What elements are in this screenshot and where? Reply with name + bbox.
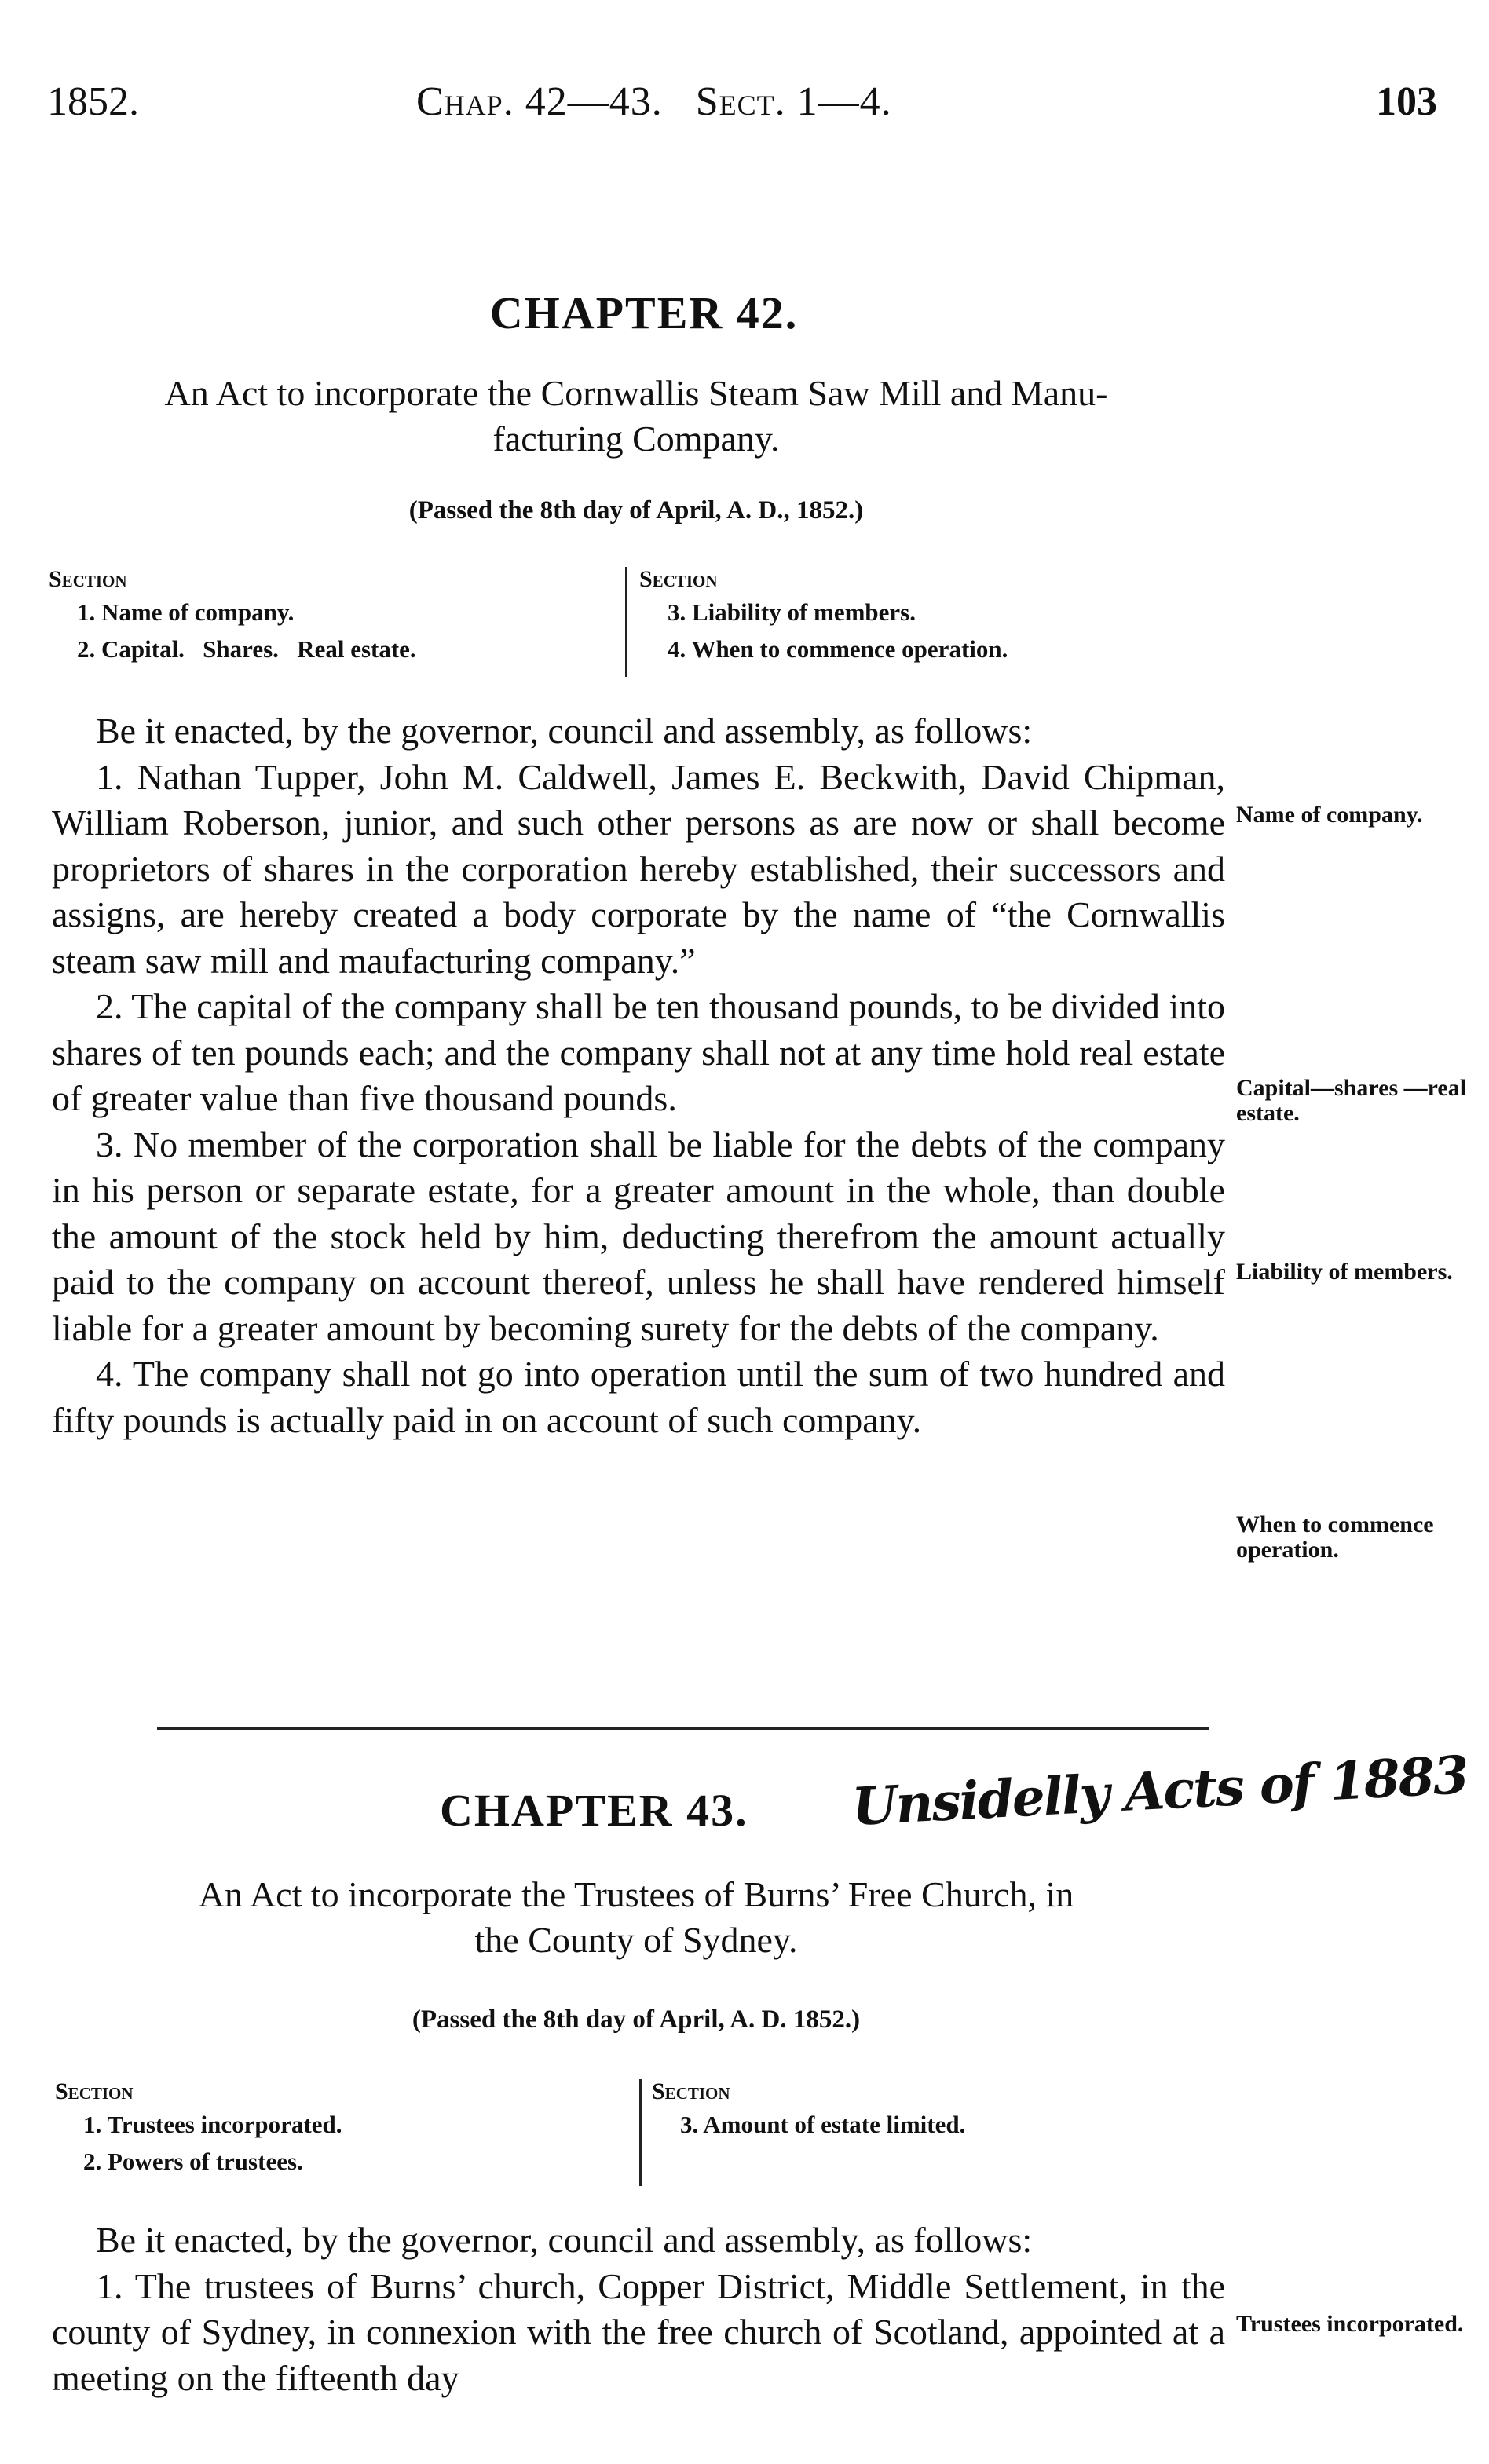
margin-note-capital: Capital—shares —real estate. [1236,1075,1467,1126]
toc-divider [625,567,627,677]
margin-note-commence: When to commence operation. [1236,1512,1434,1563]
toc-item: 2. Powers of trustees. [83,2148,303,2175]
chapter-43-title: CHAPTER 43. [440,1785,748,1836]
chapter-43-act-title-line1: An Act to incorporate the Trustees of Burns’ Free Church, in [198,1874,1074,1914]
running-head [47,79,1437,133]
handwritten-annotation: Unsidelly Acts of 1883 [850,1743,1469,1837]
chapter-42-act-title-line2: facturing Company. [492,419,780,459]
section-3: 3. No member of the corporation shall be liable for the debts of the company in his person or separate estate, for a greater amount in the whole, than double the amount of the stock held by him, deducting therefrom the amount actually paid to the company on account thereof, unless he shall have rendered himself liable for a greater amount by becoming surety for the debts of the company. [52,1124,1225,1348]
chapter-42-title: CHAPTER 42. [489,287,799,338]
running-head-year: 1852. [47,79,139,124]
section-4: 4. The company shall not go into operation until the sum of two hundred and fifty pounds is actually paid in on account of such company. [52,1354,1225,1440]
toc-item: 1. Name of company. [77,598,295,626]
running-head-chapter-section: Chap. 42—43. Sect. 1—4. [416,79,892,124]
chapter-43-body [52,2217,1225,2401]
toc-item: 4. When to commence operation. [668,635,1008,663]
chapter-42-toc-right [639,564,1205,669]
chapter-43-passed-date: (Passed the 8th day of April, A. D. 1852.) [412,2005,861,2034]
chapter-42-body [52,708,1225,1443]
toc-item: 3. Amount of estate limited. [680,2111,966,2138]
margin-note-trustees-incorporated: Trustees incorporated. [1236,2311,1464,2337]
toc-item: 1. Trustees incorporated. [83,2111,342,2138]
toc-item: 2. Capital. Shares. Real estate. [77,635,416,663]
chapter-43-act-title [47,1872,1225,1963]
toc-header: Section [652,2078,730,2104]
section-1: 1. The trustees of Burns’ church, Copper District, Middle Settlement, in the county of Sydney, in connexion with the free church of Scotland, appointed at a meeting on the fifteenth day [52,2265,1225,2398]
margin-note-liability: Liability of members. [1236,1259,1453,1285]
enacting-clause: Be it enacted, by the governor, council and assembly, as follows: [96,2220,1033,2260]
page-number: 103 [1376,79,1437,124]
toc-divider [639,2079,642,2186]
toc-header: Section [639,566,718,592]
chapter-42-act-title-line1: An Act to incorporate the Cornwallis Steam Saw Mill and Manu- [164,373,1108,413]
margin-note-name-of-company: Name of company. [1236,802,1423,828]
section-2: 2. The capital of the company shall be ten thousand pounds, to be divided into shares of ten pounds each; and the company shall not at any time hold real estate of greater value than five thousand pounds. [52,986,1225,1118]
toc-header: Section [55,2078,134,2104]
chapter-42-toc-left [49,564,622,669]
chapter-separator-rule [157,1727,1209,1730]
toc-item: 3. Liability of members. [668,598,916,626]
chapter-43-act-title-line2: the County of Sydney. [474,1920,798,1960]
section-1: 1. Nathan Tupper, John M. Caldwell, James E. Beckwith, David Chipman, William Roberson, junior, and such other persons as are now or shall become proprietors of shares in the corporation hereby established, their successors and assigns, are hereby created a body corporate by the name of “the Cornwallis steam saw mill and maufacturing company.” [52,756,1225,981]
chapter-43-toc-right [652,2076,1217,2142]
chapter-43-toc-left [55,2076,628,2181]
enacting-clause: Be it enacted, by the governor, council and assembly, as follows: [96,711,1033,751]
chapter-42-act-title [47,371,1225,462]
chapter-42-passed-date: (Passed the 8th day of April, A. D., 1852.) [408,496,864,525]
toc-header: Section [49,566,127,592]
